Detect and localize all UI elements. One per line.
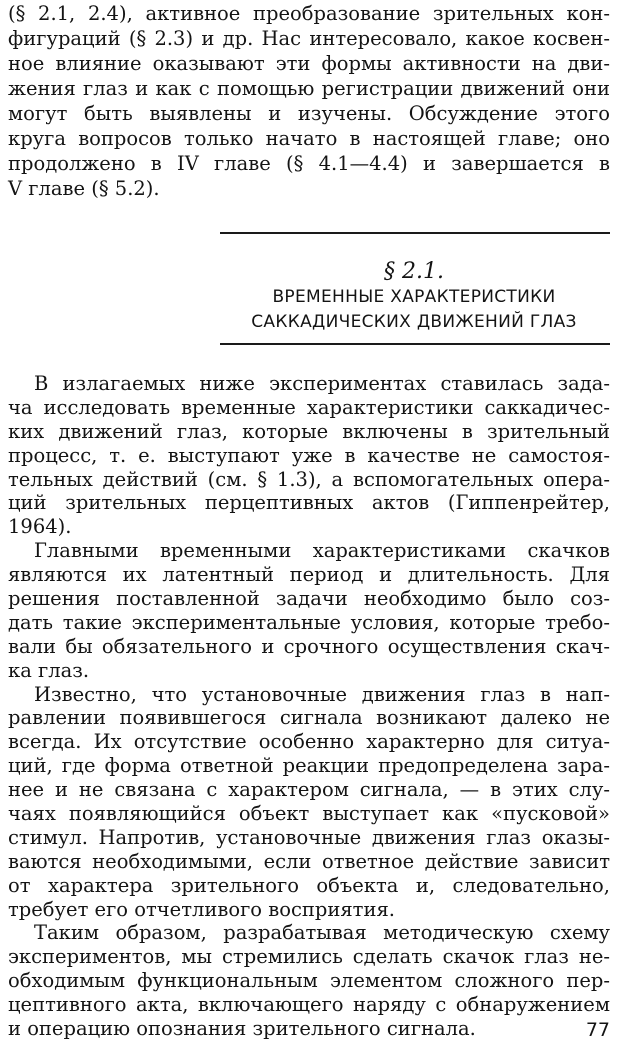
section-number: § 2.1.	[384, 259, 444, 284]
intro-line-5: могут быть выявлены и изучены. Обсуждение этого	[8, 102, 610, 125]
body-line-8: Главными временными характеристиками скачков	[34, 539, 610, 563]
body-line-12: вали бы обязательного и срочного осуществления скач-	[8, 634, 610, 658]
body-line-11: дать такие экспериментальные условия, которые требо-	[8, 610, 610, 634]
body-line-27: цептивного акта, включающего наряду с обнаружением	[8, 993, 610, 1017]
body-line-14: Известно, что установочные движения глаз в нап-	[34, 682, 610, 706]
body-line-17: ций, где форма ответной реакции предопределена зара-	[8, 754, 610, 778]
body-line-21: ваются необходимыми, если ответное действие зависит	[8, 849, 610, 873]
body-line-24: Таким образом, разрабатывая методическую схему	[34, 921, 610, 945]
body-line-3: ких движений глаз, которые включены в зрительный	[8, 419, 610, 443]
intro-line-7: продолжено в IV главе (§ 4.1—4.4) и завершается в	[8, 152, 610, 175]
body-line-4: процесс, т. е. выступают уже в качестве не самостоя-	[8, 443, 610, 467]
body-line-2: ча исследовать временные характеристики саккадичес-	[8, 395, 610, 419]
page-number: 77	[585, 1019, 610, 1041]
body-line-1: В излагаемых ниже экспериментах ставилась зада-	[34, 372, 610, 395]
body-line-16: всегда. Их отсутствие особенно характерно для ситуа-	[8, 730, 610, 754]
body-line-22: от характера зрительного объекта и, следовательно,	[8, 873, 610, 897]
body-line-28: и операцию опознания зрительного сигнала.	[8, 1017, 476, 1040]
body-line-10: решения поставленной задачи необходимо было соз-	[8, 587, 610, 610]
body-line-13: ка глаз.	[8, 658, 90, 682]
section-top-rule	[220, 232, 610, 234]
section-title-line-2: САККАДИЧЕСКИХ ДВИЖЕНИЙ ГЛАЗ	[251, 312, 577, 332]
section-title-line-1: ВРЕМЕННЫЕ ХАРАКТЕРИСТИКИ	[272, 287, 556, 307]
body-line-9: являются их латентный период и длительность. Для	[8, 563, 610, 587]
body-line-5: тельных действий (см. § 1.3), а вспомогательных опера-	[8, 467, 610, 491]
intro-line-3: ное влияние оказывают эти формы активности на дви-	[8, 52, 610, 75]
body-line-19: чаях появляющийся объект выступает как «пусковой»	[8, 802, 610, 825]
body-line-6: ций зрительных перцептивных актов (Гиппенрейтер,	[8, 491, 610, 515]
body-line-23: требует его отчетливого восприятия.	[8, 897, 395, 921]
body-line-15: равлении появившегося сигнала возникают далеко не	[8, 706, 610, 730]
body-line-7: 1964).	[8, 515, 72, 539]
section-bottom-rule	[220, 343, 610, 345]
body-line-26: обходимым функциональным элементом сложного пер-	[8, 969, 610, 993]
intro-line-6: круга вопросов только начато в настоящей главе; оно	[8, 127, 610, 150]
body-line-18: нее и не связана с характером сигнала, — в этих слу-	[8, 778, 610, 802]
body-line-25: экспериментов, мы стремились сделать скачок глаз не-	[8, 945, 610, 969]
intro-line-4: жения глаз и как с помощью регистрации движений они	[8, 77, 610, 100]
body-line-20: стимул. Напротив, установочные движения глаз оказы-	[8, 825, 610, 849]
intro-line-1: (§ 2.1, 2.4), активное преобразование зрительных кон-	[8, 2, 610, 25]
intro-line-8: V главе (§ 5.2).	[8, 177, 160, 200]
intro-line-2: фигураций (§ 2.3) и др. Нас интересовало, какое косвен-	[8, 27, 610, 50]
